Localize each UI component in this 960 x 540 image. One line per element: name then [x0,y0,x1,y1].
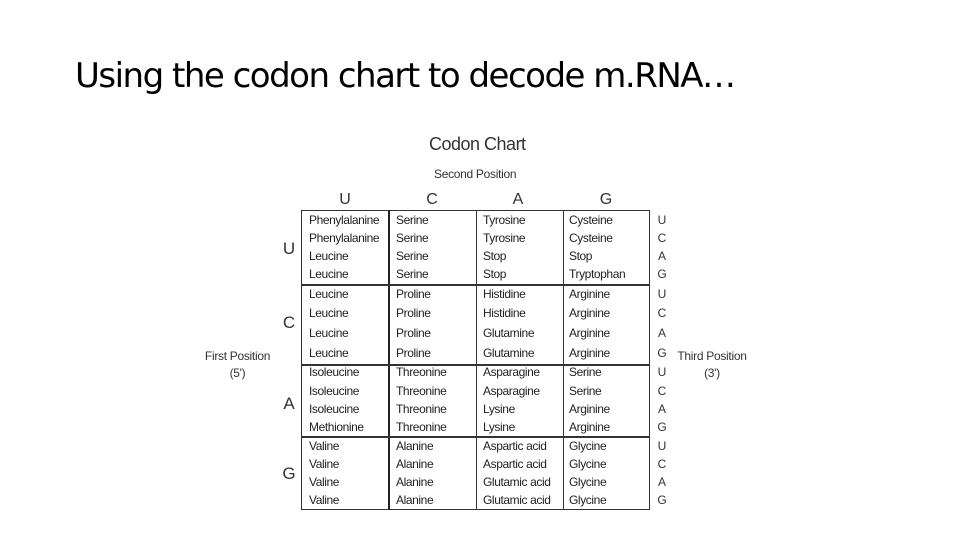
chart-title: Codon Chart [429,134,526,154]
codon-cell: Valine [309,439,340,453]
third-letter: G [657,420,667,434]
codon-cell: Alanine [396,439,434,453]
second-position-label: Second Position [434,167,517,181]
codon-cell: Serine [396,213,429,227]
codon-cell: Arginine [569,402,610,416]
first-letter-a: A [283,394,295,413]
third-letter: G [657,346,667,360]
codon-cell: Glutamine [483,326,535,340]
slide-title: Using the codon chart to decode m.RNA… [75,56,735,96]
codon-cell: Isoleucine [309,384,360,398]
codon-cell: Threonine [396,365,447,379]
codon-cell: Stop [569,249,593,263]
codon-cell: Leucine [309,287,349,301]
third-position-sub: (3') [704,366,720,380]
codon-cell: Tyrosine [483,231,526,245]
codon-cell: Proline [396,287,431,301]
codon-cell: Serine [569,384,602,398]
second-letter-c: C [426,191,438,208]
codon-cell: Serine [569,365,602,379]
codon-cell: Arginine [569,306,610,320]
third-position-label [672,348,752,382]
codon-cell: Lysine [483,402,515,416]
third-letter: A [657,475,666,489]
codon-cell: Tryptophan [569,267,626,281]
codon-cell: Glycine [569,457,607,471]
codon-cell: Glycine [569,493,607,507]
codon-cell: Aspartic acid [483,439,547,453]
codon-cell: Arginine [569,287,610,301]
codon-cell: Cysteine [569,213,613,227]
codon-cell: Proline [396,346,431,360]
codon-cell: Valine [309,475,340,489]
codon-cell: Alanine [396,493,434,507]
codon-cell: Leucine [309,306,349,320]
third-letter: G [657,267,667,281]
codon-cell: Serine [396,231,429,245]
third-letter: A [657,326,666,340]
codon-cell: Proline [396,326,431,340]
codon-cell: Glutamic acid [483,475,551,489]
codon-cell: Threonine [396,420,447,434]
codon-cell: Leucine [309,249,349,263]
codon-cell: Alanine [396,475,434,489]
codon-cell: Isoleucine [309,365,360,379]
codon-cell: Glutamic acid [483,493,551,507]
codon-cell: Arginine [569,326,610,340]
codon-cell: Histidine [483,287,526,301]
codon-cell: Valine [309,457,340,471]
codon-cell: Leucine [309,346,349,360]
first-letter-u: U [282,239,296,258]
first-letter-c: C [282,313,296,332]
third-letter: C [657,457,667,471]
first-position-title: First Position [204,349,271,363]
codon-cell: Threonine [396,402,447,416]
codon-cell: Asparagine [483,365,540,379]
third-letter: U [657,439,667,453]
codon-cell: Stop [483,267,507,281]
third-letter: C [657,384,667,398]
second-letter-u: U [339,191,351,208]
codon-cell: Isoleucine [309,402,360,416]
grid-divider [476,210,477,510]
grid-divider [388,210,390,510]
grid-divider [563,210,564,510]
codon-cell: Glutamine [483,346,535,360]
codon-cell: Methionine [309,420,364,434]
codon-cell: Cysteine [569,231,613,245]
codon-cell: Histidine [483,306,526,320]
codon-cell: Asparagine [483,384,540,398]
second-letter-g: G [599,191,613,208]
codon-cell: Alanine [396,457,434,471]
third-letter: G [657,493,667,507]
codon-cell: Glycine [569,439,607,453]
third-letter: U [657,213,667,227]
codon-cell: Arginine [569,420,610,434]
codon-cell: Serine [396,267,429,281]
third-letter: U [657,287,667,301]
first-position-label [200,348,275,382]
codon-cell: Tyrosine [483,213,526,227]
codon-cell: Valine [309,493,340,507]
first-letter-g: G [282,464,296,483]
codon-cell: Glycine [569,475,607,489]
third-letter: C [657,306,667,320]
grid-divider [301,284,650,286]
third-letter: C [657,231,667,245]
first-position-sub: (5') [229,366,246,380]
third-letter: A [657,249,666,263]
codon-cell: Serine [396,249,429,263]
codon-cell: Phenylalanine [309,231,380,245]
third-letter: A [657,402,666,416]
codon-cell: Leucine [309,326,349,340]
codon-cell: Phenylalanine [309,213,380,227]
second-letter-a: A [512,191,524,208]
codon-cell: Leucine [309,267,349,281]
third-letter: U [657,365,667,379]
codon-cell: Proline [396,306,431,320]
codon-cell: Lysine [483,420,515,434]
codon-cell: Stop [483,249,507,263]
codon-cell: Threonine [396,384,447,398]
codon-cell: Arginine [569,346,610,360]
third-position-title: Third Position [677,349,747,363]
codon-cell: Aspartic acid [483,457,547,471]
grid-divider [301,436,650,438]
